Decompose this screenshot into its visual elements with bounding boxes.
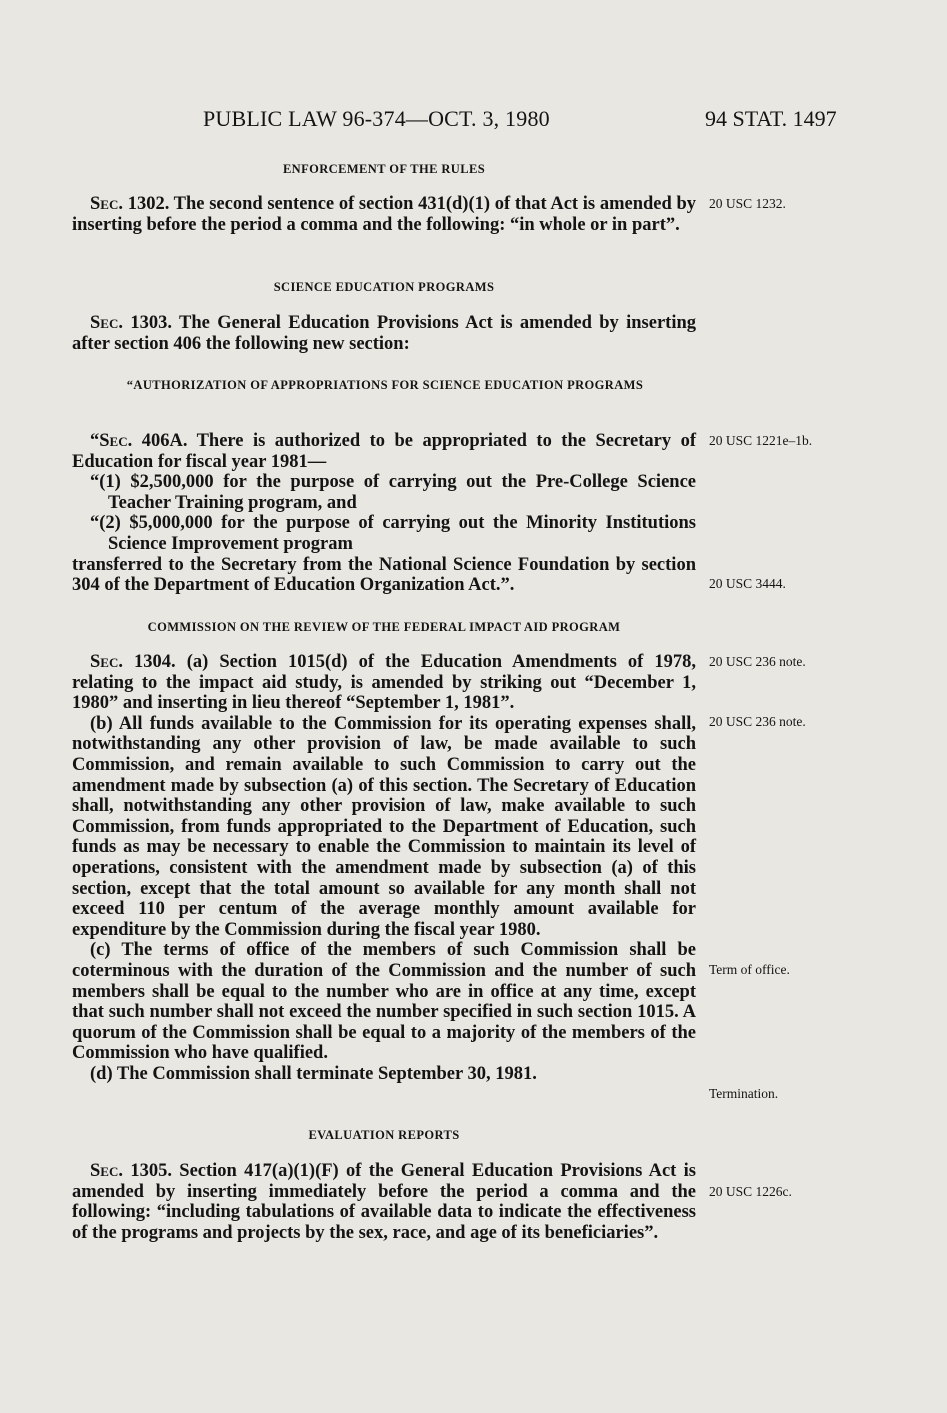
- margin-note-1304a: 20 USC 236 note.: [709, 654, 806, 669]
- running-header-title: PUBLIC LAW 96-374—OCT. 3, 1980: [203, 106, 550, 131]
- item-1: “(1) $2,500,000 for the purpose of carrying out the Pre-College Science Teacher Training program, and: [90, 472, 696, 513]
- sec-label: Sec.: [90, 313, 123, 333]
- section-1305-text: 1305. Section 417(a)(1)(F) of the General Education Provisions Act is amended by inserting immediately before the period a comma and the following: “including tabulations of available data to indicate the effectiveness of the programs and projects by the sex, race, and age of its beneficiaries”.: [72, 1161, 696, 1243]
- section-1303-text: 1303. The General Education Provisions Act is amended by inserting after section 406 the following new section:: [72, 313, 697, 354]
- section-1304d-text: (d) The Commission shall terminate September 30, 1981.: [90, 1063, 537, 1084]
- margin-note-1303a: 20 USC 1221e–1b.: [709, 433, 813, 448]
- section-1302-paragraph: [72, 194, 696, 235]
- section-1304c-text: (c) The terms of office of the members of such Commission shall be coterminous with the duration of the Commission and the number of such members shall be equal to the number who are in office at any time, except that such number shall not exceed the number specified in such section 1015. A quorum of the Commission shall be equal to a majority of the members of the Commission who have qualified.: [72, 940, 696, 1064]
- section-1302-text: 1302. The second sentence of section 431(d)(1) of that Act is amended by inserting before the period a comma and the following: “in whole or in part”.: [72, 194, 696, 235]
- section-1304a-text: 1304. (a) Section 1015(d) of the Education Amendments of 1978, relating to the impact aid study, is amended by striking out “December 1, 1980” and inserting in lieu thereof “September 1, 1981”.: [72, 652, 697, 714]
- sub-heading-authorization: “AUTHORIZATION OF APPROPRIATIONS FOR SCIENCE EDUCATION PROGRAMS: [126, 378, 644, 392]
- sec-label: Sec.: [90, 194, 123, 214]
- section-1303-paragraph: [72, 313, 696, 354]
- section-406a-text: 406A. There is authorized to be appropriated to the Secretary of Education for fiscal year 1981—: [72, 431, 697, 472]
- section-1305-paragraph: [72, 1161, 696, 1243]
- section-1304-paragraph: [72, 652, 696, 1084]
- section-406a-paragraph: [72, 431, 696, 596]
- section-1303-tail: transferred to the Secretary from the National Science Foundation by section 304 of the Department of Education Organization Act.”.: [72, 554, 696, 596]
- section-heading-commission: COMMISSION ON THE REVIEW OF THE FEDERAL IMPACT AID PROGRAM: [147, 620, 621, 634]
- section-heading-science: SCIENCE EDUCATION PROGRAMS: [273, 280, 495, 294]
- sec-label: “Sec.: [90, 431, 133, 451]
- section-heading-enforcement: ENFORCEMENT OF THE RULES: [282, 162, 486, 176]
- margin-note-1305: 20 USC 1226c.: [709, 1184, 792, 1199]
- section-heading-evaluation: EVALUATION REPORTS: [308, 1128, 460, 1142]
- margin-note-1304d: Termination.: [709, 1086, 779, 1101]
- margin-note-1304c: Term of office.: [709, 962, 790, 977]
- running-header-page: 94 STAT. 1497: [705, 106, 837, 131]
- margin-note-1303b: 20 USC 3444.: [709, 576, 786, 591]
- item-2: “(2) $5,000,000 for the purpose of carrying out the Minority Institutions Science Improvement program: [90, 513, 696, 554]
- sec-label: Sec.: [90, 652, 123, 672]
- margin-note-1302: 20 USC 1232.: [709, 196, 786, 211]
- section-1304b-text: (b) All funds available to the Commission for its operating expenses shall, notwithstanding any other provision of law, be made available to such Commission, and remain available to such Commission to carry out the amendment made by subsection (a) of this section. The Secretary of Education shall, notwithstanding any other provision of law, make available to such Commission, from funds appropriated to the Department of Education, such funds as may be necessary to enable the Commission to maintain its level of operations, consistent with the amendment made by subsection (a) of this section, except that the total amount so available for any month shall not exceed 110 per centum of the average monthly amount available for expenditure by the Commission during the fiscal year 1980.: [72, 713, 696, 940]
- margin-note-1304b: 20 USC 236 note.: [709, 714, 806, 729]
- sec-label: Sec.: [90, 1161, 123, 1181]
